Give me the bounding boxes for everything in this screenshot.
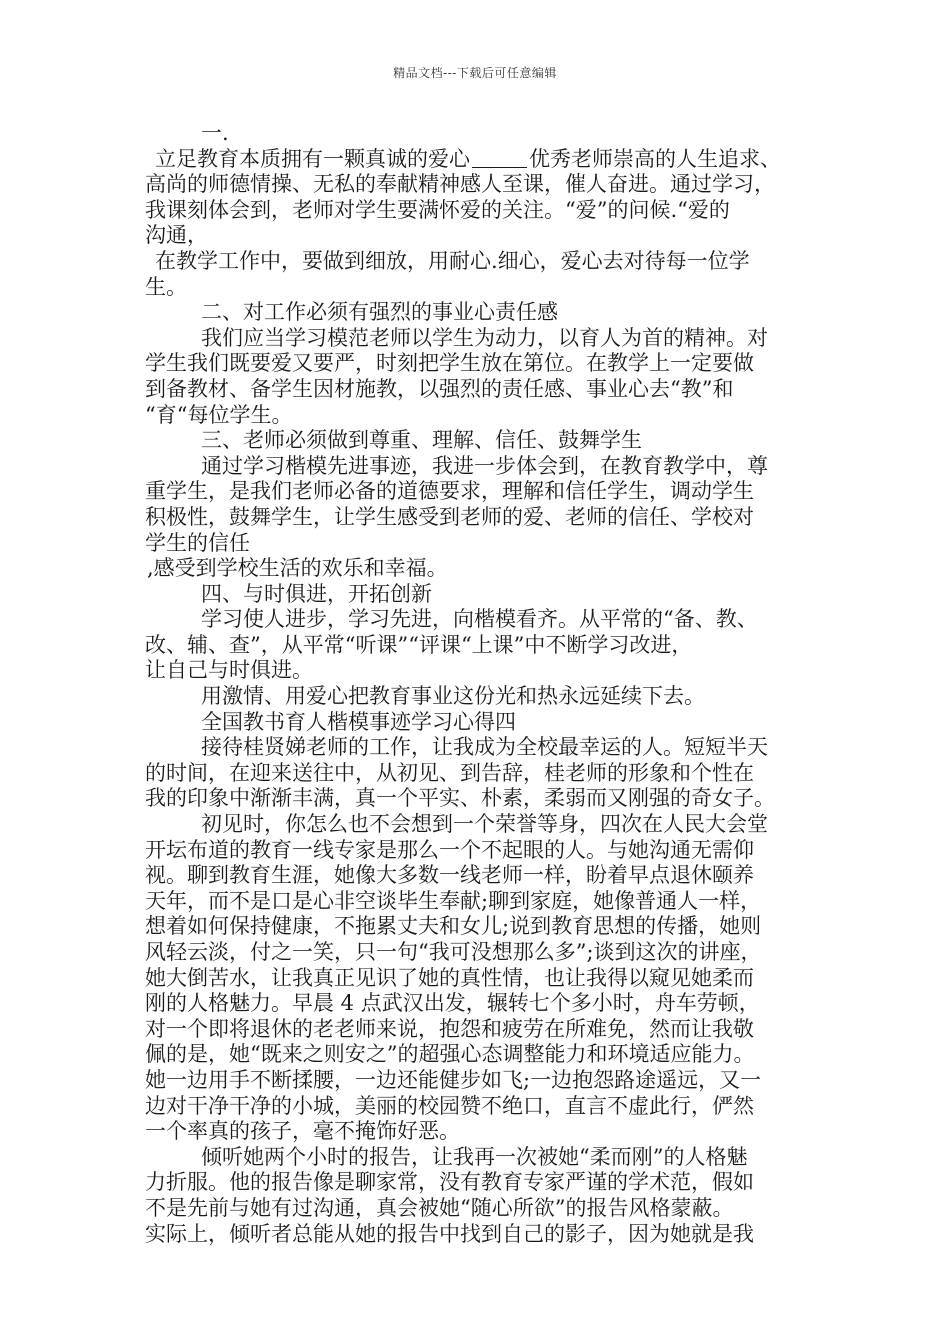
- text-line: 对一个即将退休的老老师来说，抱怨和疲劳在所难免，然而让我敬: [145, 1016, 754, 1041]
- text-line: [145, 147, 825, 173]
- text-line: 初见时，你怎么也不会想到一个荣誉等身，四次在人民大会堂: [201, 812, 768, 837]
- text-line: 实际上，倾听者总能从她的报告中找到自己的影子，因为她就是我: [145, 1221, 754, 1246]
- document-body: [145, 121, 825, 1247]
- text-line: 让自己与时俱进。: [145, 658, 313, 683]
- text-line: 在教学工作中，要做到细放，用耐心.细心，爱心去对待每一位学: [155, 248, 750, 273]
- text-line: 倾听她两个小时的报告，让我再一次被她“柔而刚”的人格魅: [201, 1144, 748, 1169]
- text-line: 的时间，在迎来送往中，从初见、到告辞，桂老师的形象和个性在: [145, 760, 754, 785]
- text-line: 接待桂贤娣老师的工作，让我成为全校最幸运的人。短短半天: [201, 735, 768, 760]
- text-line: 高尚的师德情操、无私的奉献精神感人至课，催人奋进。通过学习，: [145, 172, 775, 197]
- text-segment: 立足教育本质拥有一颗真诚的爱心: [155, 146, 470, 171]
- text-line: 刚的人格魅力。早晨 4 点武汉出发，辗转七个多小时，舟车劳顿，: [145, 991, 760, 1016]
- text-line: 学习使人进步，学习先进，向楷模看齐。从平常的“备、教、: [201, 607, 758, 632]
- text-segment: 优秀老师崇高的人生追求、: [529, 146, 781, 171]
- text-line: 不是先前与她有过沟通，真会被她“随心所欲”的报告风格蒙蔽。: [145, 1195, 734, 1220]
- text-line: 我们应当学习模范老师以学生为动力，以育人为首的精神。对: [201, 325, 768, 350]
- text-line: 风轻云淡，付之一笑，只一句“我可没想那么多”;谈到这次的讲座，: [145, 940, 762, 964]
- text-line: 一个率真的孩子，毫不掩饰好恶。: [145, 1119, 460, 1144]
- text-line: 力折服。他的报告像是聊家常，没有教育专家严谨的学术范，假如: [145, 1170, 754, 1195]
- text-line: 佩的是，她“既来之则安之”的超强心态调整能力和环境适应能力。: [145, 1042, 755, 1067]
- text-line: 她大倒苦水，让我真正见识了她的真性情，也让我得以窥见她柔而: [145, 965, 754, 990]
- text-line: ,感受到学校生活的欢乐和幸福。: [147, 556, 448, 581]
- text-line: 学生的信任: [145, 530, 250, 555]
- text-line: 四、与时俱进，开拓创新: [201, 581, 432, 606]
- text-line: 开坛布道的教育一线专家是那么一个不起眼的人。与她沟通无需仰: [145, 837, 754, 862]
- text-line: 我课刻体会到，老师对学生要满怀爱的关注。“爱”的问候.“爱的: [145, 197, 730, 222]
- text-line: 三、老师必须做到尊重、理解、信任、鼓舞学生: [201, 428, 642, 453]
- text-line: 到备教材、备学生因材施教，以强烈的责任感、事业心去“教”和: [145, 376, 734, 401]
- text-line: 二、对工作必须有强烈的事业心责任感: [201, 300, 558, 325]
- text-line: “育“每位学生。: [145, 402, 293, 427]
- text-line: 想着如何保持健康，不拖累丈夫和女儿;说到教育思想的传播，她则: [145, 914, 762, 939]
- text-line: 天年，而不是口是心非空谈毕生奉献;聊到家庭，她像普通人一样，: [145, 888, 762, 913]
- text-line: 改、辅、查”，从平常“听课”“评课“上课”中不断学习改进，: [145, 632, 693, 657]
- fill-in-blank: [472, 149, 527, 168]
- text-line: 生。: [145, 274, 187, 299]
- text-line: 用激情、用爱心把教育事业这份光和热永远延续下去。: [201, 684, 705, 709]
- text-line: 沟通，: [145, 223, 208, 248]
- text-line: 视。聊到教育生涯，她像大多数一线老师一样，盼着早点退休颐养: [145, 863, 754, 888]
- text-line: 学生我们既要爱又要严，时刻把学生放在第位。在教学上一定要做: [145, 351, 754, 376]
- text-line: 边对干净干净的小城，美丽的校园赞不绝口，直言不虚此行，俨然: [145, 1093, 754, 1118]
- text-line: 通过学习楷模先进事迹，我进一步体会到，在教育教学中，尊: [201, 453, 768, 478]
- document-header-note: 精品文档---下载后可任意编辑: [393, 66, 557, 80]
- text-line: 全国教书育人楷模事迹学习心得四: [201, 709, 516, 734]
- text-line: 她一边用手不断揉腰，一边还能健步如飞;一边抱怨路途遥远，又一: [145, 1067, 762, 1092]
- text-line: 积极性，鼓舞学生，让学生感受到老师的爱、老师的信任、学校对: [145, 504, 754, 529]
- text-line: 重学生，是我们老师必备的道德要求，理解和信任学生，调动学生: [145, 479, 754, 504]
- text-line: 我的印象中渐渐丰满，真一个平实、朴素，柔弱而又刚强的奇女子。: [145, 786, 775, 811]
- text-line: 一.: [201, 121, 229, 145]
